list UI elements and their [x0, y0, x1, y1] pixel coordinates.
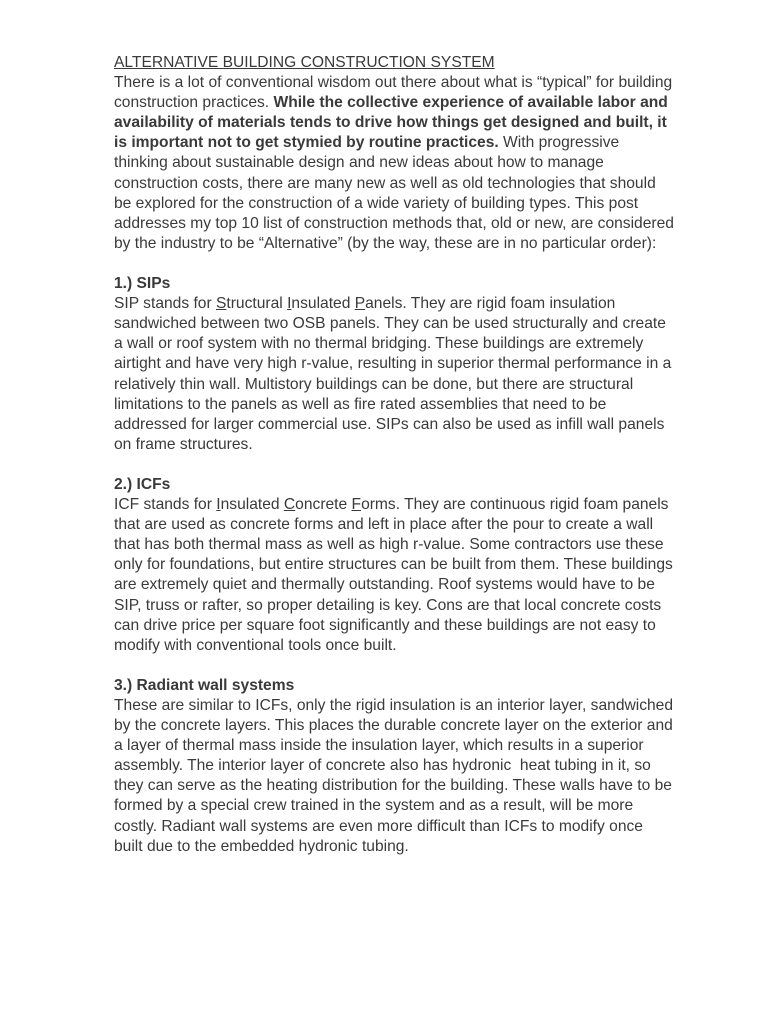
acronym-initial: I: [216, 496, 221, 514]
acronym-initial: S: [216, 295, 227, 313]
section-lead: ICF stands for: [114, 496, 217, 514]
section-body-radiant-wall: These are similar to ICFs, only the rigid insulation is an interior layer, sandwiched by the concrete layers. This places the durable concrete layer on the exterior and a layer of thermal mass inside the insulation layer, which results in a superior assembly. The interior layer of concrete also has hydronic heat tubing in it, so they can serve as the heating distribution for the building. These walls have to be formed by a special crew trained in the system and as a result, will be more costly. Radiant wall systems are even more difficult than ICFs to modify once built due to the embedded hydronic tubing.: [114, 697, 674, 855]
acronym-rest: nsulated: [220, 496, 284, 514]
section-heading-sips: 1.) SIPs: [114, 275, 171, 293]
section-body-sips: [114, 294, 674, 455]
acronym-initial: P: [354, 295, 366, 313]
acronym-rest: orms: [361, 496, 396, 514]
acronym-initial: I: [287, 295, 292, 313]
acronym-rest: tructural: [226, 295, 288, 313]
acronym-rest: nsulated: [291, 295, 355, 313]
section-text: . They are continuous rigid foam panels that are used as concrete forms and left in place after the pour to create a wall that has both thermal mass as well as high r-value. Some contractors use these only for foundations, but entire structures can be built from them. These buildings are extremely quiet and thermally outstanding. Roof systems would have to be SIP, truss or rafter, so proper detailing is key. Cons are that local concrete costs can drive price per square foot significantly and these buildings are not easy to modify with conventional tools once built.: [114, 496, 673, 654]
acronym-rest: oncrete: [295, 496, 352, 514]
section-body-icfs: [114, 495, 674, 656]
intro-text-2: With progressive thinking about sustainable design and new ideas about how to manage construction costs, there are many new as well as old technologies that should be explored for the construction of a wide variety of building types. This post addresses my top 10 list of construction methods that, old or new, are considered by the industry to be “Alternative” (by the way, these are in no particular order):: [114, 134, 674, 252]
intro-paragraph: [114, 73, 674, 254]
document-page: [114, 53, 674, 857]
section-lead: SIP stands for: [114, 295, 216, 313]
intro-text-1: There is a lot of conventional wisdom out there about what is “typical” for building construction practices.: [114, 74, 673, 112]
paragraph-spacer: [114, 455, 674, 475]
intro-bold-text: While the collective experience of available labor and availability of materials tends to drive how things get designed and built, it is important not to get stymied by routine practices.: [114, 94, 668, 152]
section-text: . They are rigid foam insulation sandwiched between two OSB panels. They can be used structurally and create a wall or roof system with no thermal bridging. These buildings are extremely airtight and have very high r-value, resulting in superior thermal performance in a relatively thin wall. Multistory buildings can be done, but there are structural limitations to the panels as well as fire rated assemblies that need to be addressed for larger commercial use. SIPs can also be used as infill wall panels on frame structures.: [114, 295, 672, 453]
section-heading-icfs: 2.) ICFs: [114, 475, 171, 493]
document-title: ALTERNATIVE BUILDING CONSTRUCTION SYSTEM: [114, 54, 495, 71]
section-heading-radiant-wall: 3.) Radiant wall systems: [114, 676, 295, 694]
acronym-initial: C: [283, 496, 296, 514]
paragraph-spacer: [114, 254, 674, 274]
acronym-rest: anels: [365, 295, 403, 313]
paragraph-spacer: [114, 656, 674, 676]
acronym-initial: F: [351, 496, 362, 514]
